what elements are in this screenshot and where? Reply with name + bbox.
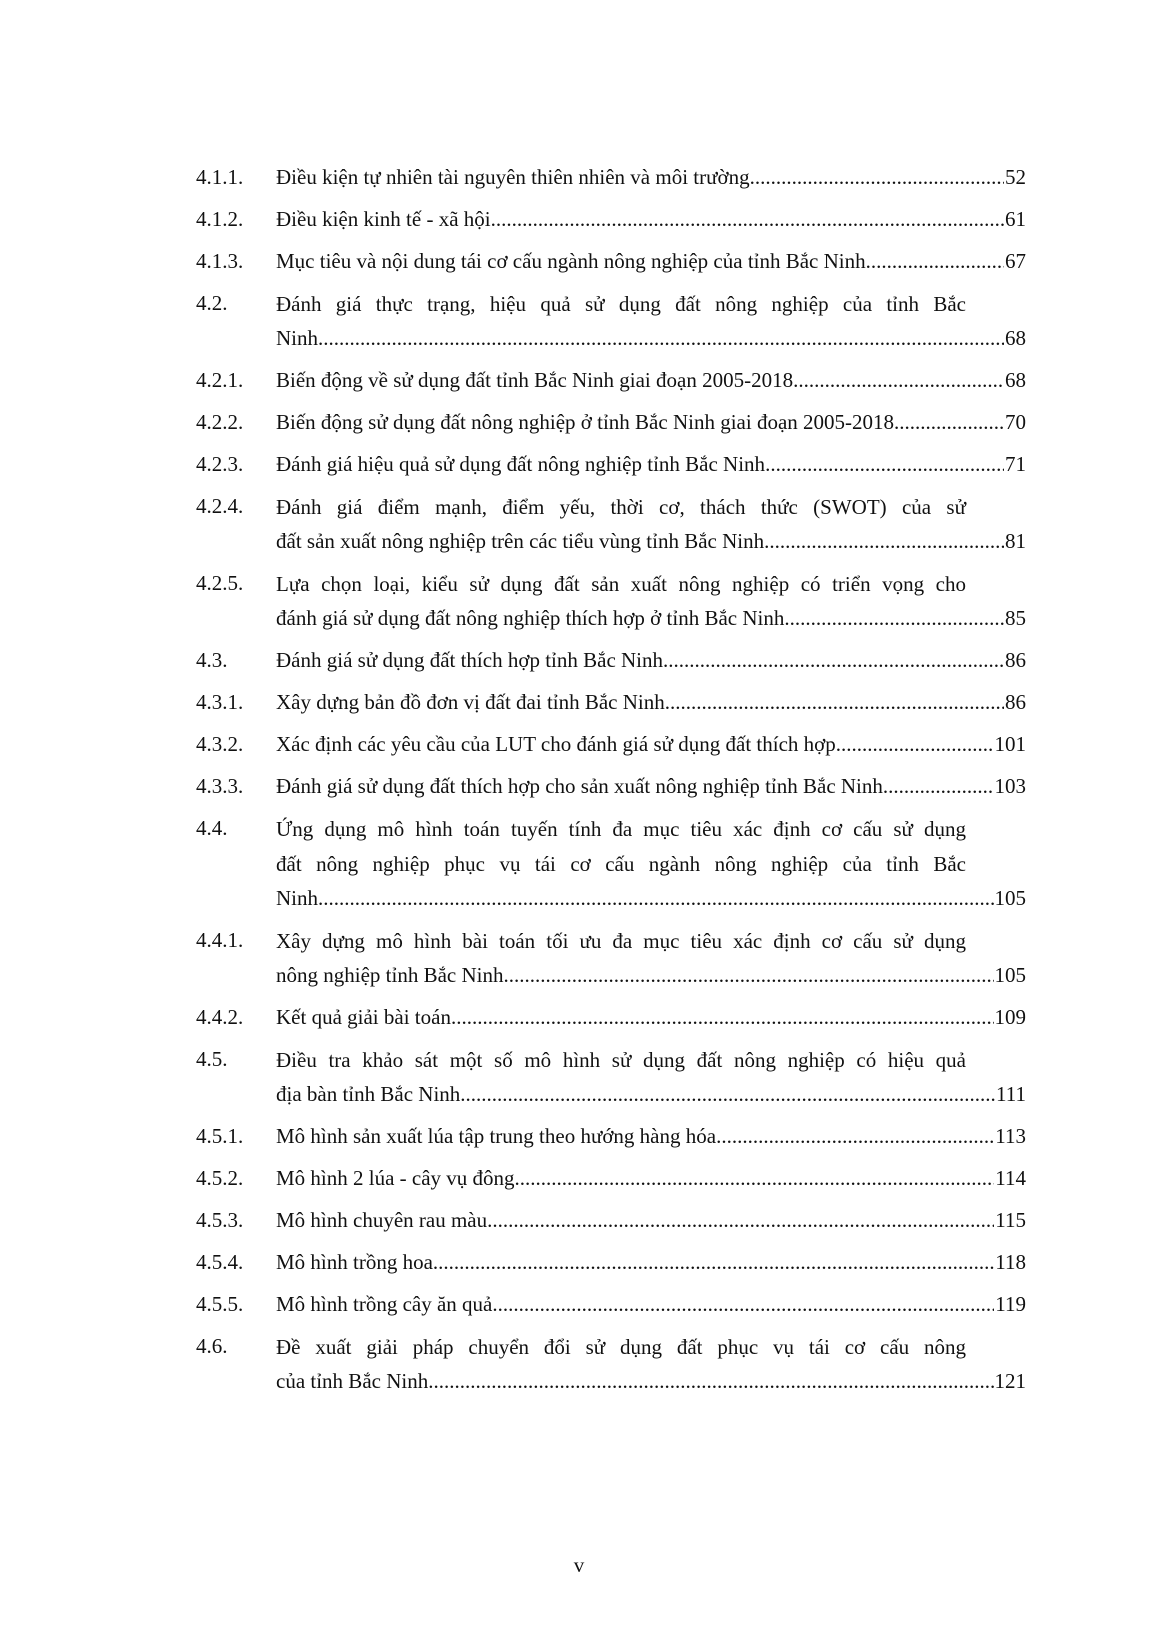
dot-leader — [492, 1288, 994, 1320]
toc-entry-title-line: Mô hình trồng hoa — [276, 1250, 433, 1274]
toc-entry[interactable] — [196, 686, 1026, 718]
toc-entry-body — [276, 1330, 1026, 1397]
toc-entry-body — [276, 1246, 1026, 1278]
toc-entry-page: 71 — [1005, 452, 1026, 476]
toc-entry-title-line: Ninh — [276, 326, 318, 350]
toc-entry-number: 4.4.1. — [196, 928, 244, 952]
toc-entry[interactable] — [196, 1330, 1026, 1397]
dot-leader — [318, 322, 1004, 354]
toc-entry-title-line: Đánh giá sử dụng đất thích hợp cho sản xuất nông nghiệp tỉnh Bắc Ninh — [276, 774, 883, 798]
dot-leader — [318, 882, 994, 914]
dot-leader — [883, 770, 994, 802]
toc-entry[interactable] — [196, 1162, 1026, 1194]
toc-entry-number: 4.6. — [196, 1334, 228, 1358]
toc-entry[interactable] — [196, 203, 1026, 235]
toc-entry-page: 101 — [994, 732, 1026, 756]
dot-leader — [764, 525, 1004, 557]
toc-entry-body — [276, 1043, 1026, 1110]
toc-entry-body — [276, 1001, 1026, 1033]
toc-entry-page: 85 — [1005, 606, 1026, 630]
toc-entry-number: 4.3.3. — [196, 774, 244, 798]
toc-entry-title-line: Ninh — [276, 886, 318, 910]
toc-entry-number: 4.2. — [196, 291, 228, 315]
toc-entry[interactable] — [196, 245, 1026, 277]
toc-entry-title-line: Mô hình sản xuất lúa tập trung theo hướng hàng hóa — [276, 1124, 717, 1148]
toc-entry-page: 121 — [994, 1369, 1026, 1393]
toc-entry[interactable] — [196, 1204, 1026, 1236]
dot-leader — [894, 406, 1004, 438]
toc-entry-number: 4.5.4. — [196, 1250, 244, 1274]
toc-entry-page: 81 — [1005, 529, 1026, 553]
toc-entry-title-line: đất nông nghiệp phục vụ tái cơ cấu ngành nông nghiệp của tỉnh Bắc — [276, 852, 966, 876]
toc-entry[interactable] — [196, 812, 1026, 914]
toc-entry-number: 4.5. — [196, 1047, 228, 1071]
toc-entry-number: 4.1.1. — [196, 165, 244, 189]
dot-leader — [765, 448, 1004, 480]
toc-entry-title-line: Ứng dụng mô hình toán tuyến tính đa mục tiêu xác định cơ cấu sử dụng — [276, 817, 966, 841]
dot-leader — [784, 602, 1004, 634]
toc-entry-body — [276, 161, 1026, 193]
toc-entry-body — [276, 448, 1026, 480]
dot-leader — [716, 1120, 994, 1152]
toc-entry-title-line: Đánh giá sử dụng đất thích hợp tỉnh Bắc Ninh — [276, 648, 664, 672]
toc-entry-number: 4.4.2. — [196, 1005, 244, 1029]
toc-entry-page: 115 — [995, 1208, 1026, 1232]
toc-entry[interactable] — [196, 490, 1026, 557]
toc-entry-body — [276, 1162, 1026, 1194]
toc-entry[interactable] — [196, 1120, 1026, 1152]
toc-entry-page: 114 — [995, 1166, 1026, 1190]
toc-entry-body — [276, 364, 1026, 396]
toc-entry-number: 4.1.2. — [196, 207, 244, 231]
dot-leader — [515, 1162, 995, 1194]
toc-entry-title-line: Mô hình chuyên rau màu — [276, 1208, 488, 1232]
toc-entry-page: 109 — [994, 1005, 1026, 1029]
toc-entry-title-line: địa bàn tỉnh Bắc Ninh — [276, 1082, 461, 1106]
toc-entry-number: 4.3. — [196, 648, 228, 672]
toc-entry-number: 4.2.4. — [196, 494, 244, 518]
toc-entry-body — [276, 812, 1026, 914]
toc-entry-page: 103 — [994, 774, 1026, 798]
dot-leader — [428, 1365, 993, 1397]
toc-entry-body — [276, 1204, 1026, 1236]
toc-entry-title-line: Mô hình 2 lúa - cây vụ đông — [276, 1166, 515, 1190]
toc-entry-title-line: Xác định các yêu cầu của LUT cho đánh giá sử dụng đất thích hợp — [276, 732, 836, 756]
dot-leader — [836, 728, 994, 760]
toc-entry-title-line: Xây dựng bản đồ đơn vị đất đai tỉnh Bắc Ninh — [276, 690, 665, 714]
toc-entry-body — [276, 1120, 1026, 1152]
toc-entry-title-line: Điều tra khảo sát một số mô hình sử dụng đất nông nghiệp có hiệu quả — [276, 1048, 966, 1072]
toc-entry-title-line: Đánh giá thực trạng, hiệu quả sử dụng đất nông nghiệp của tỉnh Bắc — [276, 292, 966, 316]
toc-entry-page: 68 — [1005, 368, 1026, 392]
toc-entry-number: 4.4. — [196, 816, 228, 840]
dot-leader — [433, 1246, 994, 1278]
toc-entry-body — [276, 490, 1026, 557]
toc-entry-page: 61 — [1005, 207, 1026, 231]
toc-entry[interactable] — [196, 364, 1026, 396]
toc-entry[interactable] — [196, 1001, 1026, 1033]
toc-entry-number: 4.5.2. — [196, 1166, 244, 1190]
toc-entry-title-line: Biến động sử dụng đất nông nghiệp ở tỉnh Bắc Ninh giai đoạn 2005-2018 — [276, 410, 895, 434]
toc-entry-page: 52 — [1005, 165, 1026, 189]
toc-entry-number: 4.5.1. — [196, 1124, 244, 1148]
toc-entry-title-line: Xây dựng mô hình bài toán tối ưu đa mục tiêu xác định cơ cấu sử dụng — [276, 929, 966, 953]
dot-leader — [451, 1001, 994, 1033]
toc-entry[interactable] — [196, 728, 1026, 760]
toc-entry-body — [276, 406, 1026, 438]
toc-entry[interactable] — [196, 406, 1026, 438]
toc-entry-number: 4.2.2. — [196, 410, 244, 434]
toc-entry-body — [276, 924, 1026, 991]
toc-entry-body — [276, 567, 1026, 634]
toc-entry-number: 4.2.1. — [196, 368, 244, 392]
dot-leader — [663, 644, 1004, 676]
dot-leader — [503, 959, 993, 991]
toc-entry-title-line: Đánh giá điểm mạnh, điểm yếu, thời cơ, thách thức (SWOT) của sử — [276, 495, 966, 519]
toc-entry-body — [276, 1288, 1026, 1320]
dot-leader — [460, 1078, 995, 1110]
toc-entry-page: 67 — [1005, 249, 1026, 273]
toc-entry-number: 4.2.3. — [196, 452, 244, 476]
toc-entry-title-line: Mục tiêu và nội dung tái cơ cấu ngành nông nghiệp của tỉnh Bắc Ninh — [276, 249, 866, 273]
toc-entry-title-line: đất sản xuất nông nghiệp trên các tiểu vùng tỉnh Bắc Ninh — [276, 529, 765, 553]
toc-entry[interactable] — [196, 1246, 1026, 1278]
toc-entry[interactable] — [196, 567, 1026, 634]
toc-entry-body — [276, 686, 1026, 718]
toc-entry-title-line: Điều kiện kinh tế - xã hội — [276, 207, 491, 231]
toc-entry-page: 119 — [995, 1292, 1026, 1316]
toc-entry-number: 4.2.5. — [196, 571, 244, 595]
toc-entry-title-line: Điều kiện tự nhiên tài nguyên thiên nhiên và môi trường — [276, 165, 750, 189]
toc-entry[interactable] — [196, 287, 1026, 354]
toc-entry[interactable] — [196, 770, 1026, 802]
toc-entry-body — [276, 287, 1026, 354]
toc-entry-title-line: Biến động về sử dụng đất tỉnh Bắc Ninh giai đoạn 2005-2018 — [276, 368, 794, 392]
toc-entry-page: 111 — [996, 1082, 1026, 1106]
toc-entry-body — [276, 644, 1026, 676]
toc-entry-page: 105 — [994, 963, 1026, 987]
dot-leader — [750, 161, 1004, 193]
toc-entry-body — [276, 770, 1026, 802]
toc-entry-page: 105 — [994, 886, 1026, 910]
toc-entry[interactable] — [196, 924, 1026, 991]
toc-entry-number: 4.3.1. — [196, 690, 244, 714]
dot-leader — [487, 1204, 994, 1236]
toc-entry-title-line: Đánh giá hiệu quả sử dụng đất nông nghiệp tỉnh Bắc Ninh — [276, 452, 766, 476]
toc-entry-title-line: Đề xuất giải pháp chuyển đổi sử dụng đất phục vụ tái cơ cấu nông — [276, 1335, 966, 1359]
dot-leader — [665, 686, 1004, 718]
toc-entry-page: 113 — [995, 1124, 1026, 1148]
toc-entry-title-line: nông nghiệp tỉnh Bắc Ninh — [276, 963, 504, 987]
toc-entry-number: 4.5.3. — [196, 1208, 244, 1232]
toc-entry-page: 70 — [1005, 410, 1026, 434]
toc-entry[interactable] — [196, 161, 1026, 193]
dot-leader — [793, 364, 1004, 396]
toc-entry-page: 86 — [1005, 690, 1026, 714]
toc-entry-title-line: Lựa chọn loại, kiểu sử dụng đất sản xuất nông nghiệp có triển vọng cho — [276, 572, 966, 596]
table-of-contents — [196, 161, 1026, 1407]
toc-entry-page: 68 — [1005, 326, 1026, 350]
toc-entry-title-line: Mô hình trồng cây ăn quả — [276, 1292, 493, 1316]
toc-entry-body — [276, 245, 1026, 277]
page-number: v — [573, 1553, 585, 1577]
toc-entry[interactable] — [196, 1043, 1026, 1110]
toc-entry-title-line: đánh giá sử dụng đất nông nghiệp thích hợp ở tỉnh Bắc Ninh — [276, 606, 785, 630]
toc-entry-number: 4.1.3. — [196, 249, 244, 273]
toc-entry-title-line: Kết quả giải bài toán — [276, 1005, 451, 1029]
dot-leader — [491, 203, 1004, 235]
toc-entry[interactable] — [196, 644, 1026, 676]
toc-entry-number: 4.5.5. — [196, 1292, 244, 1316]
toc-entry[interactable] — [196, 448, 1026, 480]
toc-entry[interactable] — [196, 1288, 1026, 1320]
dot-leader — [866, 245, 1004, 277]
toc-entry-number: 4.3.2. — [196, 732, 244, 756]
toc-entry-title-line: của tỉnh Bắc Ninh — [276, 1369, 429, 1393]
toc-entry-page: 118 — [995, 1250, 1026, 1274]
toc-entry-body — [276, 728, 1026, 760]
toc-entry-body — [276, 203, 1026, 235]
toc-entry-page: 86 — [1005, 648, 1026, 672]
